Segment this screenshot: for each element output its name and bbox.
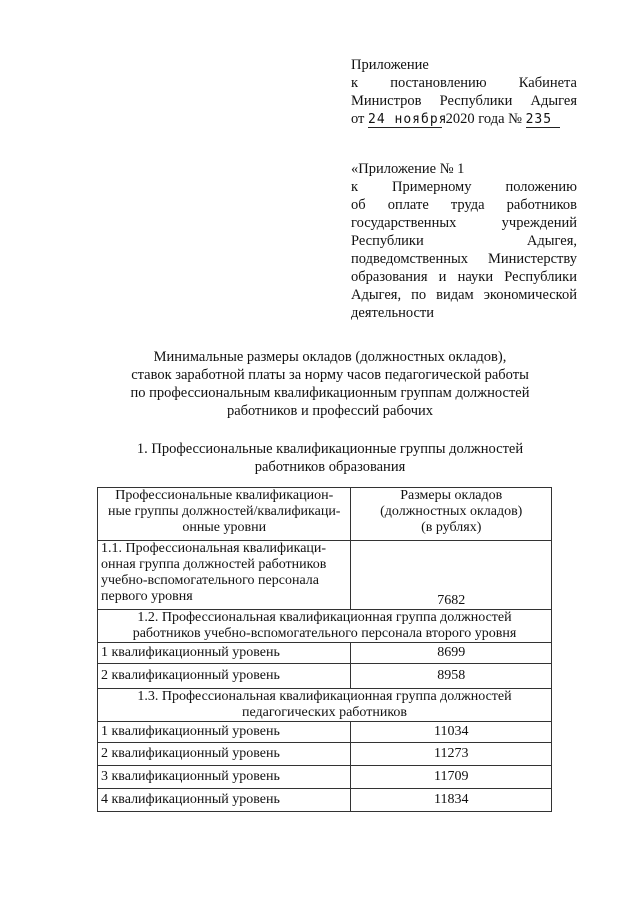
group-1-1-label: [98, 541, 351, 610]
table-row: [98, 722, 552, 743]
level-label: 4 квалификационный уровень: [98, 789, 351, 812]
header-salary-cell: [351, 488, 552, 541]
appendix-1-line-7: образования и науки Республики: [351, 269, 577, 285]
header-right-line: (в рублях): [421, 520, 482, 535]
group-1-1-line: первого уровня: [101, 589, 193, 604]
table-row: [98, 643, 552, 664]
header-left-line: онные уровни: [182, 520, 267, 535]
header-right-line: (должностных окладов): [380, 504, 523, 519]
group-1-2-title-line: работников учебно-вспомогательного персонала второго уровня: [132, 626, 517, 641]
group-1-1-line: онная группа должностей работников: [101, 557, 327, 572]
level-value: 8958: [351, 664, 552, 689]
level-value: 11709: [351, 766, 552, 789]
table-row: [98, 789, 552, 812]
document-title: [80, 348, 580, 420]
group-1-3-title-line: педагогических работников: [241, 705, 408, 720]
table-row: [98, 766, 552, 789]
appendix-1-line-9: деятельности: [351, 305, 435, 321]
level-label: 2 квалификационный уровень: [98, 743, 351, 766]
appendix-1-title: «Приложение № 1: [351, 161, 465, 177]
table-header-row: [98, 488, 552, 541]
salary-table: [97, 487, 552, 812]
appendix-1-line-3: об оплате труда работников: [351, 197, 577, 213]
group-1-3-title-line: 1.3. Профессиональная квалификационная группа должностей: [137, 689, 512, 704]
level-label: 3 квалификационный уровень: [98, 766, 351, 789]
appendix-line-2: к постановлению Кабинета: [351, 75, 577, 91]
appendix-label: Приложение: [351, 57, 429, 73]
title-line-2: ставок заработной платы за норму часов педагогической работы: [131, 367, 529, 383]
appendix-1-block: [351, 160, 577, 322]
level-label: 2 квалификационный уровень: [98, 664, 351, 689]
title-line-4: работников и профессий рабочих: [226, 403, 434, 419]
level-value: 11034: [351, 722, 552, 743]
appendix-1-line-5: Республики Адыгея,: [351, 233, 577, 249]
level-value: 11273: [351, 743, 552, 766]
handwritten-date: 24 ноября: [368, 112, 448, 127]
handwritten-number: 235: [526, 112, 560, 128]
header-left-line: Профессиональные квалификацион-: [115, 488, 334, 503]
appendix-date-line: от 24 ноября 2020 года № 235: [351, 110, 577, 128]
appendix-1-line-6: подведомственных Министерству: [351, 251, 577, 267]
appendix-1-line-2: к Примерному положению: [351, 179, 577, 195]
group-1-2-title-line: 1.2. Профессиональная квалификационная группа должностей: [137, 610, 512, 625]
appendix-1-line-8: Адыгея, по видам экономической: [351, 287, 577, 303]
group-1-3-title: [98, 689, 552, 722]
section-heading-line-2: работников образования: [254, 459, 406, 475]
group-title-row: [98, 689, 552, 722]
header-groups-cell: [98, 488, 351, 541]
group-1-1-line: 1.1. Профессиональная квалификаци-: [101, 541, 327, 556]
section-heading: [80, 440, 580, 476]
level-label: 1 квалификационный уровень: [98, 722, 351, 743]
title-line-1: Минимальные размеры окладов (должностных окладов),: [153, 349, 507, 365]
appendix-1-line-4: государственных учреждений: [351, 215, 577, 231]
header-left-line: ные группы должностей/квалификаци-: [107, 504, 341, 519]
appendix-line-3: Министров Республики Адыгея: [351, 93, 577, 109]
level-label: 1 квалификационный уровень: [98, 643, 351, 664]
level-value: 11834: [351, 789, 552, 812]
group-1-1-line: учебно-вспомогательного персонала: [101, 573, 319, 588]
group-title-row: [98, 610, 552, 643]
table-row: [98, 664, 552, 689]
group-1-1-value: 7682: [351, 541, 552, 610]
section-heading-line-1: 1. Профессиональные квалификационные группы должностей: [136, 441, 524, 457]
title-line-3: по профессиональным квалификационным группам должностей: [130, 385, 530, 401]
level-value: 8699: [351, 643, 552, 664]
table-row: [98, 541, 552, 610]
group-1-2-title: [98, 610, 552, 643]
appendix-header: [351, 56, 577, 128]
table-row: [98, 743, 552, 766]
header-right-line: Размеры окладов: [400, 488, 503, 503]
